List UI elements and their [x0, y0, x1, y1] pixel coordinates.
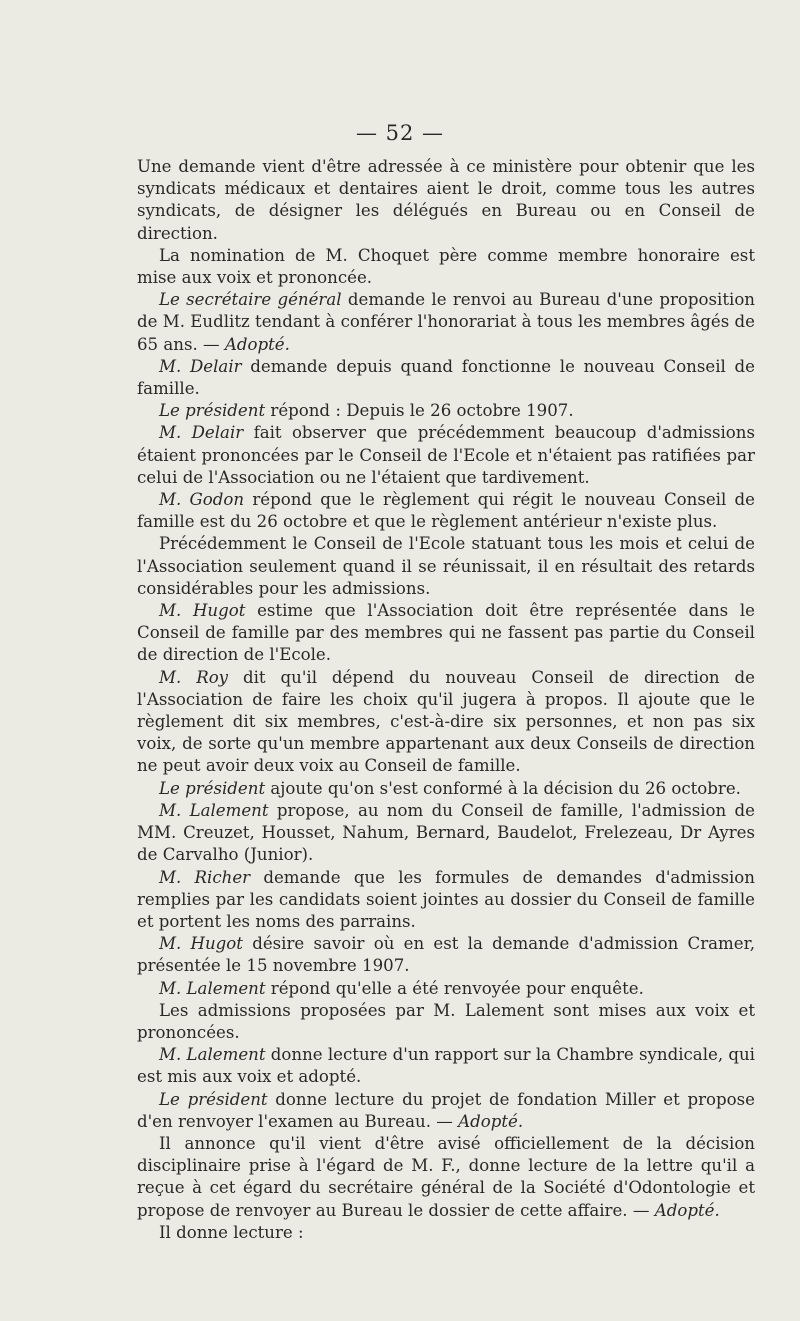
paragraph-text: Il donne lecture : — [159, 1222, 304, 1242]
paragraph — [137, 800, 755, 867]
paragraph-text: répond : Depuis le 26 octobre 1907. — [265, 401, 574, 421]
paragraph — [137, 667, 755, 778]
paragraph-text: La nomination de M. Choquet père comme membre honoraire est mise aux voix et prononcée. — [137, 245, 755, 288]
speaker-name: M. Delair — [159, 423, 244, 443]
paragraph-text: répond qu'elle a été renvoyée pour enquête. — [265, 978, 644, 998]
adopted-mark: Adopté. — [224, 334, 290, 354]
speaker-name: M. Lalement — [159, 1045, 266, 1065]
paragraph-text: demande depuis quand fonctionne le nouveau Conseil de famille. — [137, 356, 755, 399]
paragraph — [137, 533, 755, 600]
paragraph — [137, 867, 755, 934]
paragraph-text: demande que les formules de demandes d'admission remplies par les candidats soient jointes au dossier du Conseil de famille et portent les noms des parrains. — [137, 867, 755, 931]
paragraph-text: donne lecture d'un rapport sur la Chambre syndicale, qui est mis aux voix et adopté. — [137, 1045, 755, 1087]
speaker-name: M. Lalement — [159, 800, 269, 820]
paragraph-text: Il annonce qu'il vient d'être avisé officiellement de la décision disciplinaire prise à l'égard de M. F., donne lecture de la lettre qu'il a reçue à cet égard du secrétaire général de la Société d'Odontologie et propose de renvoyer au Bureau le dossier de cette affaire. — — [137, 1133, 755, 1220]
paragraph — [137, 156, 755, 245]
speaker-name: Le secrétaire général — [159, 290, 342, 310]
paragraph-text: fait observer que précédemment beaucoup d'admissions étaient prononcées par le Conseil de l'Ecole et n'étaient pas ratifiées par celui de l'Association ou ne l'étaient que tardivement. — [137, 423, 755, 487]
paragraph — [137, 600, 755, 667]
document-body — [137, 156, 755, 1244]
paragraph — [137, 978, 755, 1000]
paragraph — [137, 245, 755, 289]
speaker-name: M. Hugot — [159, 601, 246, 621]
paragraph-text: répond que le règlement qui régit le nouveau Conseil de famille est du 26 octobre et que le règlement antérieur n'existe plus. — [137, 490, 755, 532]
speaker-name: M. Delair — [159, 356, 242, 376]
speaker-name: Le président — [159, 1089, 268, 1109]
paragraph — [137, 933, 755, 977]
paragraph — [137, 1222, 755, 1244]
paragraph — [137, 1000, 755, 1044]
adopted-mark: Adopté. — [458, 1111, 524, 1131]
paragraph-text: dit qu'il dépend du nouveau Conseil de direction de l'Association de faire les choix qu'il jugera à propos. Il ajoute que le règlement dit six membres, c'est-à-dire six personnes, et non pas six voix, de sorte qu'un membre appartenant aux deux Conseils de direction ne peut avoir deux voix au Conseil de famille. — [137, 667, 755, 776]
paragraph — [137, 356, 755, 400]
paragraph-text: propose, au nom du Conseil de famille, l'admission de MM. Creuzet, Housset, Nahum, Bernard, Baudelot, Frelezeau, Dr Ayres de Carvalho (Junior). — [137, 800, 755, 865]
paragraph-text: donne lecture du projet de fondation Miller et propose d'en renvoyer l'examen au Bureau. — — [137, 1089, 755, 1131]
speaker-name: M. Lalement — [159, 978, 266, 998]
paragraph — [137, 489, 755, 533]
speaker-name: Le président — [159, 778, 266, 798]
paragraph — [137, 1044, 755, 1088]
paragraph — [137, 1133, 755, 1222]
paragraph-text: ajoute qu'on s'est conformé à la décision du 26 octobre. — [265, 778, 741, 798]
paragraph — [137, 1089, 755, 1133]
paragraph-text: désire savoir où en est la demande d'admission Cramer, présentée le 15 novembre 1907. — [137, 934, 755, 976]
paragraph-text: Les admissions proposées par M. Lalement sont mises aux voix et prononcées. — [137, 1000, 755, 1042]
adopted-mark: Adopté. — [654, 1200, 720, 1220]
paragraph-text: Une demande vient d'être adressée à ce ministère pour obtenir que les syndicats médicaux et dentaires aient le droit, comme tous les autres syndicats, de désigner les délégués en Bureau ou en Conseil de direction. — [137, 157, 755, 243]
paragraph — [137, 422, 755, 489]
paragraph — [137, 289, 755, 356]
speaker-name: Le président — [159, 401, 266, 421]
paragraph — [137, 778, 755, 800]
speaker-name: M. Hugot — [159, 934, 243, 954]
paragraph-text: estime que l'Association doit être représentée dans le Conseil de famille par des membres qui ne fassent pas partie du Conseil de direction de l'Ecole. — [137, 601, 755, 665]
paragraph-text: Précédemment le Conseil de l'Ecole statuant tous les mois et celui de l'Association seulement quand il se réunissait, il en résultait des retards considérables pour les admissions. — [137, 534, 755, 598]
speaker-name: M. Roy — [159, 667, 229, 687]
paragraph — [137, 400, 755, 422]
paragraph-text: demande le renvoi au Bureau d'une proposition de M. Eudlitz tendant à conférer l'honorariat à tous les membres âgés de 65 ans. — — [137, 290, 755, 354]
speaker-name: M. Richer — [159, 867, 251, 887]
page-number: — 52 — — [355, 121, 445, 145]
speaker-name: M. Godon — [159, 490, 245, 510]
